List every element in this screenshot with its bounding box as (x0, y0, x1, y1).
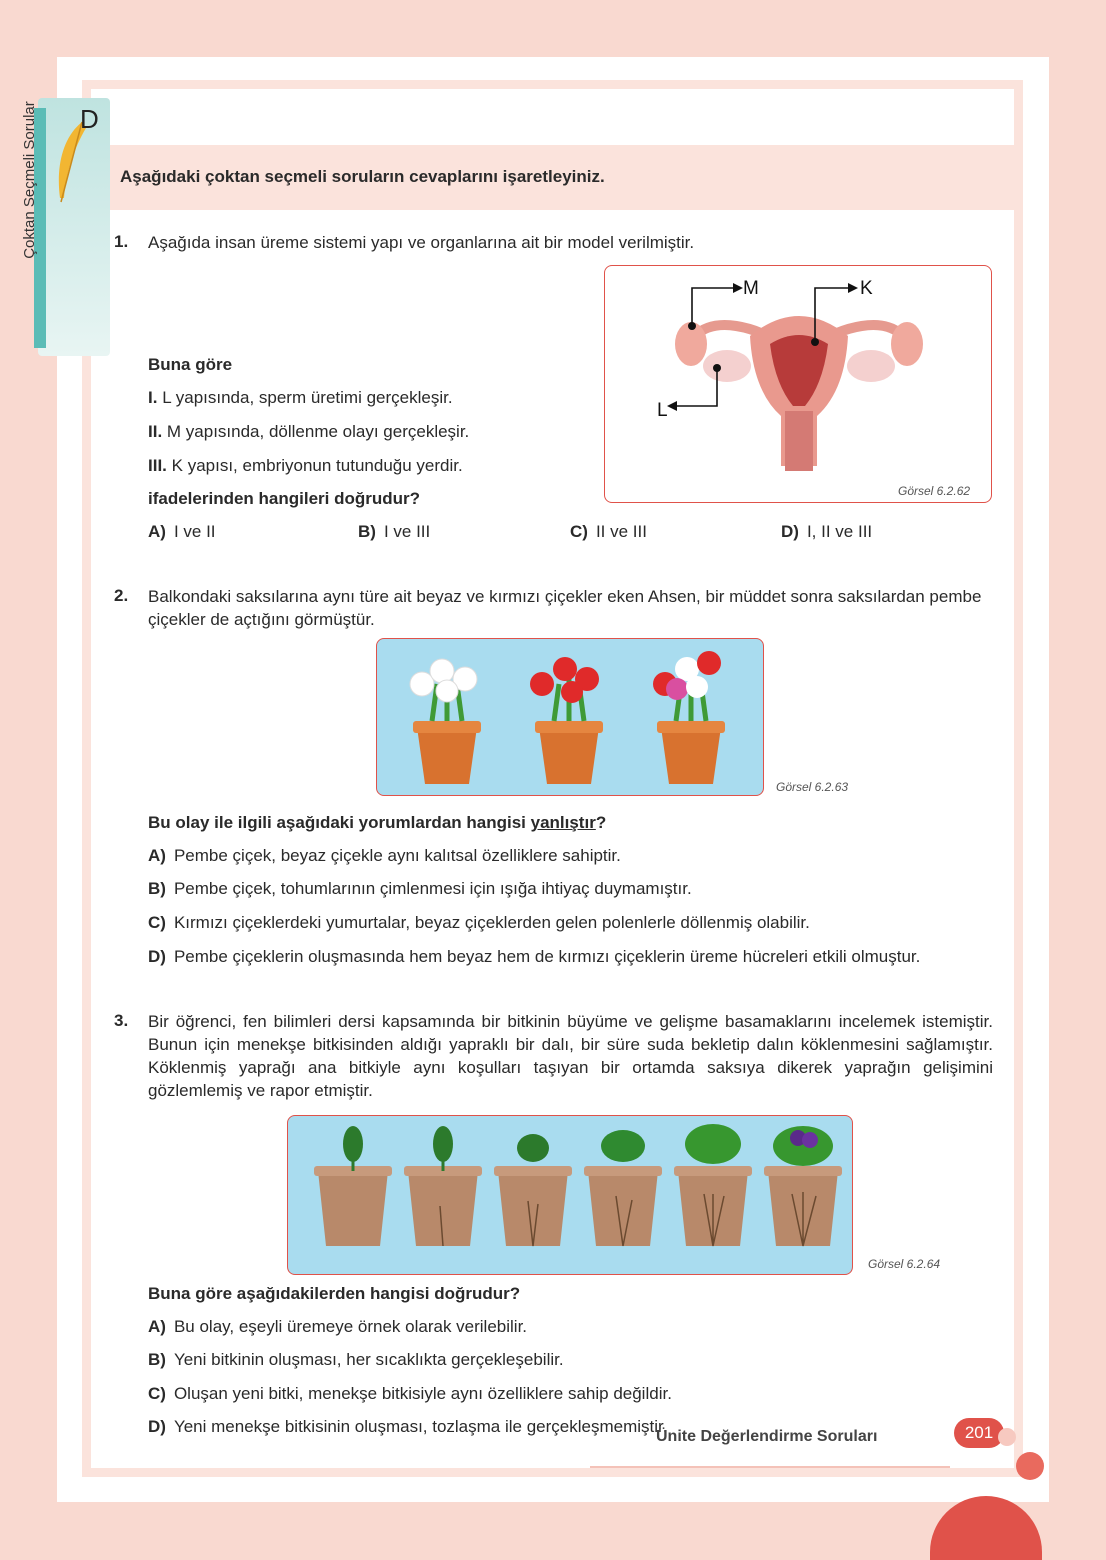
flower-pots-figure (376, 638, 764, 796)
q3-text: Bir öğrenci, fen bilimleri dersi kapsamında bir bitkinin büyüme ve gelişme basamaklarını incelemek istemiştir. Bunun için menekşe bitkisinden aldığı yapraklı bir dalı, bir süre suda bekletip dalın köklenmesini sağlamıştır. Köklenmiş yaprağı ana bitkiyle aynı koşulları taşıyan bir ortamda saksıya dikerek yaprağın gelişimini gözlemlemiş ve rapor etmiştir. (148, 1012, 993, 1100)
q3-number: 3. (114, 1011, 129, 1030)
q1-text: Aşağıda insan üreme sistemi yapı ve organlarına ait bir model verilmiştir. (148, 233, 695, 252)
violet-growth-figure (287, 1115, 853, 1275)
q1-option-c[interactable]: C) II ve III (570, 522, 647, 541)
pot-red-flowers (530, 657, 603, 784)
page-number: 201 (954, 1418, 1004, 1448)
q1-option-d[interactable]: D) I, II ve III (781, 522, 873, 541)
flask-decoration (930, 1496, 1042, 1560)
footer-divider (590, 1466, 950, 1468)
q1-number: 1. (114, 232, 129, 251)
pot-white-flowers (410, 659, 481, 784)
q3-question: Buna göre aşağıdakilerden hangisi doğrudur? (148, 1284, 521, 1303)
q1-caption: Görsel 6.2.62 (898, 484, 971, 498)
footer-title: Ünite Değerlendirme Soruları (656, 1428, 878, 1445)
decor-dot (1016, 1452, 1044, 1480)
q2-number: 2. (114, 586, 129, 605)
label-m: M (743, 278, 759, 299)
section-label: Çoktan Seçmeli Sorular (21, 101, 38, 259)
label-k: K (860, 278, 873, 299)
q3-option-d[interactable]: D) Yeni menekşe bitkisinin oluşması, tozlaşma ile gerçekleşmemiştir. (148, 1417, 668, 1436)
q1-option-a[interactable]: A) I ve II (148, 522, 216, 541)
q1-item-3: III. K yapısı, embriyonun tutunduğu yerdir. (148, 456, 463, 475)
q3-option-b[interactable]: B) Yeni bitkinin oluşması, her sıcaklıkta gerçekleşebilir. (148, 1350, 564, 1369)
violet-growth-illustration (288, 1116, 853, 1275)
pot-mixed-flowers (653, 651, 725, 784)
q1-option-b[interactable]: B) I ve III (358, 522, 431, 541)
instruction-text: Aşağıdaki çoktan seçmeli soruların cevaplarını işaretleyiniz. (120, 167, 605, 186)
q1-item-1: I. L yapısında, sperm üretimi gerçekleşir. (148, 388, 453, 407)
q2-caption: Görsel 6.2.63 (776, 780, 849, 794)
label-l: L (657, 400, 668, 421)
reproductive-system-figure (604, 265, 992, 503)
q1-item-2: II. M yapısında, döllenme olayı gerçekleşir. (148, 422, 470, 441)
q1-question: ifadelerinden hangileri doğrudur? (148, 489, 421, 508)
q2-option-a[interactable]: A) Pembe çiçek, beyaz çiçekle aynı kalıtsal özelliklere sahiptir. (148, 846, 621, 865)
q2-question: Bu olay ile ilgili aşağıdaki yorumlardan hangisi yanlıştır? (148, 813, 607, 832)
q2-text: Balkondaki saksılarına aynı türe ait beyaz ve kırmızı çiçekler eken Ahsen, bir müddet sonra saksılardan pembe çiçekler de açtığını görmüştür. (148, 587, 982, 629)
q3-caption: Görsel 6.2.64 (868, 1257, 941, 1271)
q2-option-b[interactable]: B) Pembe çiçek, tohumlarının çimlenmesi için ışığa ihtiyaç duymamıştır. (148, 879, 692, 898)
q2-option-c[interactable]: C) Kırmızı çiçeklerdeki yumurtalar, beyaz çiçeklerden gelen polenlerle döllenmiş olabilir. (148, 913, 810, 932)
q1-lead: Buna göre (148, 355, 233, 374)
decor-dot (998, 1428, 1016, 1446)
q2-option-d[interactable]: D) Pembe çiçeklerin oluşmasında hem beyaz hem de kırmızı çiçeklerin üreme hücreleri etkili olmuştur. (148, 947, 921, 966)
flower-pots-illustration (377, 639, 764, 796)
q3-option-a[interactable]: A) Bu olay, eşeyli üremeye örnek olarak verilebilir. (148, 1317, 528, 1336)
uterus-illustration (605, 266, 992, 503)
q3-option-c[interactable]: C) Oluşan yeni bitki, menekşe bitkisiyle aynı özelliklere sahip değildir. (148, 1384, 672, 1403)
section-letter: D (80, 104, 99, 134)
